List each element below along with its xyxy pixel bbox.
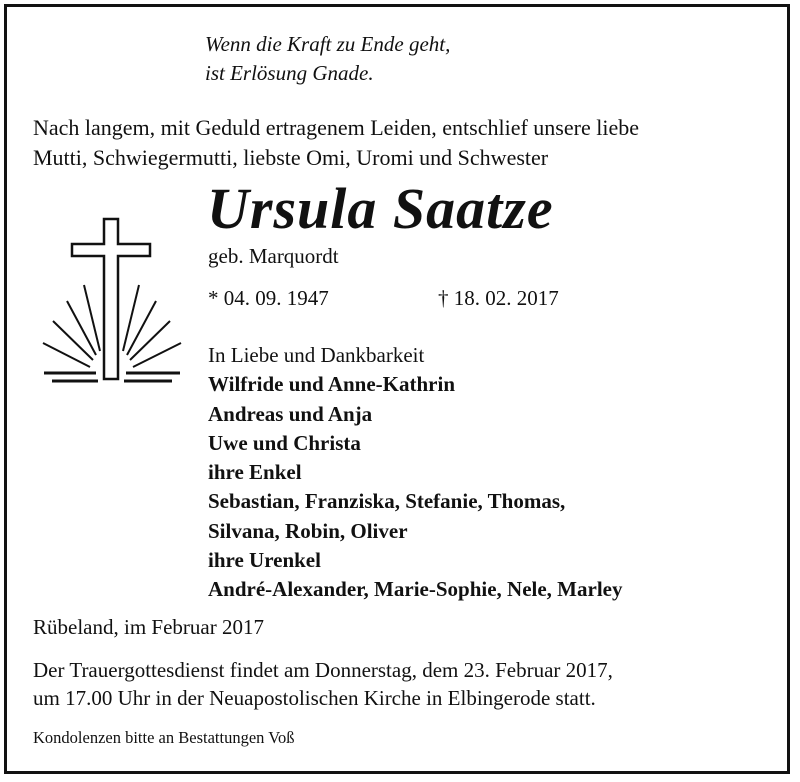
place-date: Rübeland, im Februar 2017 — [33, 615, 264, 639]
service-info — [33, 656, 613, 712]
intro-line-1: Nach langem, mit Geduld ertragenem Leiden, entschlief unsere liebe — [33, 115, 639, 140]
condolence-note: Kondolenzen bitte an Bestattungen Voß — [33, 728, 295, 747]
mourners-line-6: Silvana, Robin, Oliver — [208, 518, 408, 543]
mourners-list — [208, 341, 622, 605]
death-date: † 18. 02. 2017 — [438, 286, 559, 310]
birth-date: * 04. 09. 1947 — [208, 286, 329, 310]
mourners-line-8: André-Alexander, Marie-Sophie, Nele, Marley — [208, 577, 623, 602]
mourners-line-1: Wilfride und Anne-Kathrin — [208, 372, 455, 397]
motto-line-1: Wenn die Kraft zu Ende geht, — [205, 32, 451, 56]
mourners-line-7: ihre Urenkel — [208, 548, 321, 573]
maiden-name: geb. Marquordt — [208, 244, 339, 268]
mourners-line-5: Sebastian, Franziska, Stefanie, Thomas, — [208, 489, 566, 514]
service-line-2: um 17.00 Uhr in der Neuapostolischen Kirche in Elbingerode statt. — [33, 686, 596, 710]
deceased-name: Ursula Saatze — [207, 176, 554, 241]
mourners-line-3: Uwe und Christa — [208, 430, 361, 455]
intro-text — [33, 113, 639, 173]
motto — [205, 30, 450, 88]
mourners-line-2: Andreas und Anja — [208, 401, 373, 426]
mourners-line-4: ihre Enkel — [208, 460, 302, 485]
mourners-line-0: In Liebe und Dankbarkeit — [208, 343, 425, 367]
cross-sunrise-icon — [38, 215, 188, 385]
service-line-1: Der Trauergottesdienst findet am Donnerstag, dem 23. Februar 2017, — [33, 658, 613, 682]
intro-line-2: Mutti, Schwiegermutti, liebste Omi, Uromi und Schwester — [33, 145, 549, 170]
motto-line-2: ist Erlösung Gnade. — [205, 61, 374, 85]
